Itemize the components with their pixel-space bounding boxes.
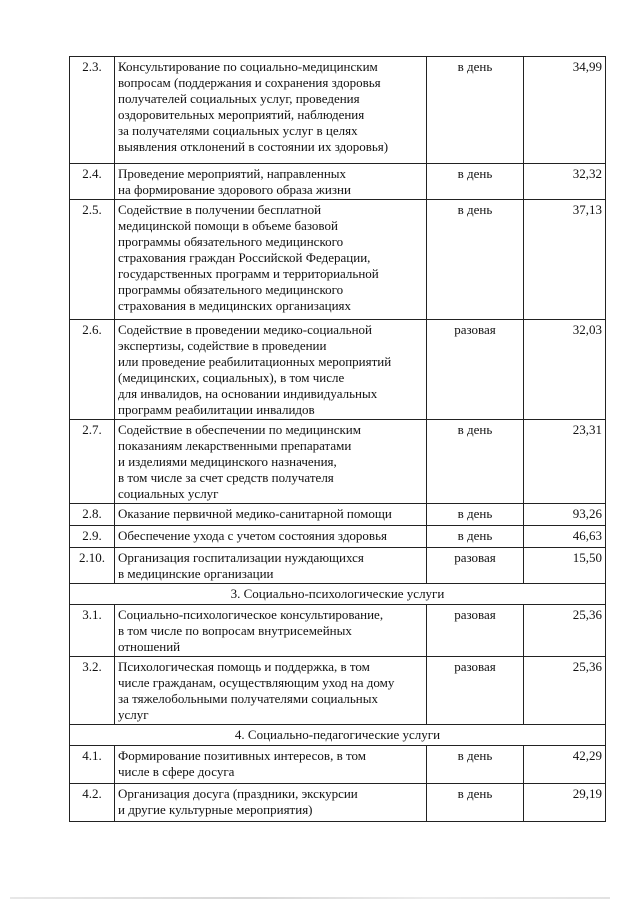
table-row-4-2 — [70, 784, 606, 822]
row-number: 2.6. — [70, 320, 115, 420]
service-name: Содействие в обеспечении по медицинским показаниям лекарственными препаратами и изделиями медицинского назначения, в том числе за счет средств получателя социальных услуг — [115, 420, 427, 504]
table-row-2-6 — [70, 320, 606, 420]
table-row-3-2 — [70, 657, 606, 725]
row-number: 2.4. — [70, 164, 115, 200]
service-unit: разовая — [427, 605, 524, 657]
row-number: 2.9. — [70, 526, 115, 548]
service-unit: в день — [427, 57, 524, 164]
service-unit: разовая — [427, 657, 524, 725]
section-header-3 — [70, 584, 606, 605]
service-name: Психологическая помощь и поддержка, в том числе гражданам, осуществляющим уход на дому за тяжелобольными получателями социальных услуг — [115, 657, 427, 725]
service-unit: разовая — [427, 320, 524, 420]
service-price: 29,19 — [524, 784, 606, 822]
row-number: 4.1. — [70, 746, 115, 784]
row-number: 2.10. — [70, 548, 115, 584]
service-name: Обеспечение ухода с учетом состояния здоровья — [115, 526, 427, 548]
service-price: 32,32 — [524, 164, 606, 200]
service-price: 23,31 — [524, 420, 606, 504]
service-price: 46,63 — [524, 526, 606, 548]
service-unit: в день — [427, 784, 524, 822]
service-name: Проведение мероприятий, направленных на формирование здорового образа жизни — [115, 164, 427, 200]
service-name: Организация досуга (праздники, экскурсии и другие культурные мероприятия) — [115, 784, 427, 822]
table-row-2-4 — [70, 164, 606, 200]
service-price: 42,29 — [524, 746, 606, 784]
service-price: 34,99 — [524, 57, 606, 164]
table-row-4-1 — [70, 746, 606, 784]
service-unit: в день — [427, 746, 524, 784]
service-unit: в день — [427, 200, 524, 320]
row-number: 2.7. — [70, 420, 115, 504]
service-name: Консультирование по социально-медицинским вопросам (поддержания и сохранения здоровья получателей социальных услуг, проведения оздоровительных мероприятий, наблюдения за получателями социальных услуг в целях выявления отклонений в состоянии их здоровья) — [115, 57, 427, 164]
service-price: 25,36 — [524, 657, 606, 725]
row-number: 2.3. — [70, 57, 115, 164]
section-header-4 — [70, 725, 606, 746]
service-unit: в день — [427, 420, 524, 504]
table-row-2-7 — [70, 420, 606, 504]
row-number: 3.2. — [70, 657, 115, 725]
row-number: 2.5. — [70, 200, 115, 320]
table-row-2-5 — [70, 200, 606, 320]
section-title: 4. Социально-педагогические услуги — [70, 725, 606, 746]
service-name: Организация госпитализации нуждающихся в медицинские организации — [115, 548, 427, 584]
row-number: 3.1. — [70, 605, 115, 657]
services-price-table — [69, 56, 606, 822]
row-number: 2.8. — [70, 504, 115, 526]
service-unit: в день — [427, 526, 524, 548]
scan-edge-line — [10, 897, 610, 899]
service-name: Социально-психологическое консультирование, в том числе по вопросам внутрисемейных отношений — [115, 605, 427, 657]
service-price: 93,26 — [524, 504, 606, 526]
service-name: Содействие в получении бесплатной медицинской помощи в объеме базовой программы обязательного медицинского страхования граждан Российской Федерации, государственных программ и территориальной программы обязательного медицинского страхования в медицинских организациях — [115, 200, 427, 320]
row-number: 4.2. — [70, 784, 115, 822]
service-price: 25,36 — [524, 605, 606, 657]
service-name: Содействие в проведении медико-социальной экспертизы, содействие в проведении или проведение реабилитационных мероприятий (медицинских, социальных), в том числе для инвалидов, на основании индивидуальных программ реабилитации инвалидов — [115, 320, 427, 420]
service-price: 37,13 — [524, 200, 606, 320]
service-name: Формирование позитивных интересов, в том числе в сфере досуга — [115, 746, 427, 784]
table-row-3-1 — [70, 605, 606, 657]
service-unit: в день — [427, 504, 524, 526]
service-price: 15,50 — [524, 548, 606, 584]
table-row-2-3 — [70, 57, 606, 164]
service-name: Оказание первичной медико-санитарной помощи — [115, 504, 427, 526]
table-row-2-9 — [70, 526, 606, 548]
table-row-2-8 — [70, 504, 606, 526]
table-row-2-10 — [70, 548, 606, 584]
service-unit: разовая — [427, 548, 524, 584]
service-price: 32,03 — [524, 320, 606, 420]
section-title: 3. Социально-психологические услуги — [70, 584, 606, 605]
service-unit: в день — [427, 164, 524, 200]
